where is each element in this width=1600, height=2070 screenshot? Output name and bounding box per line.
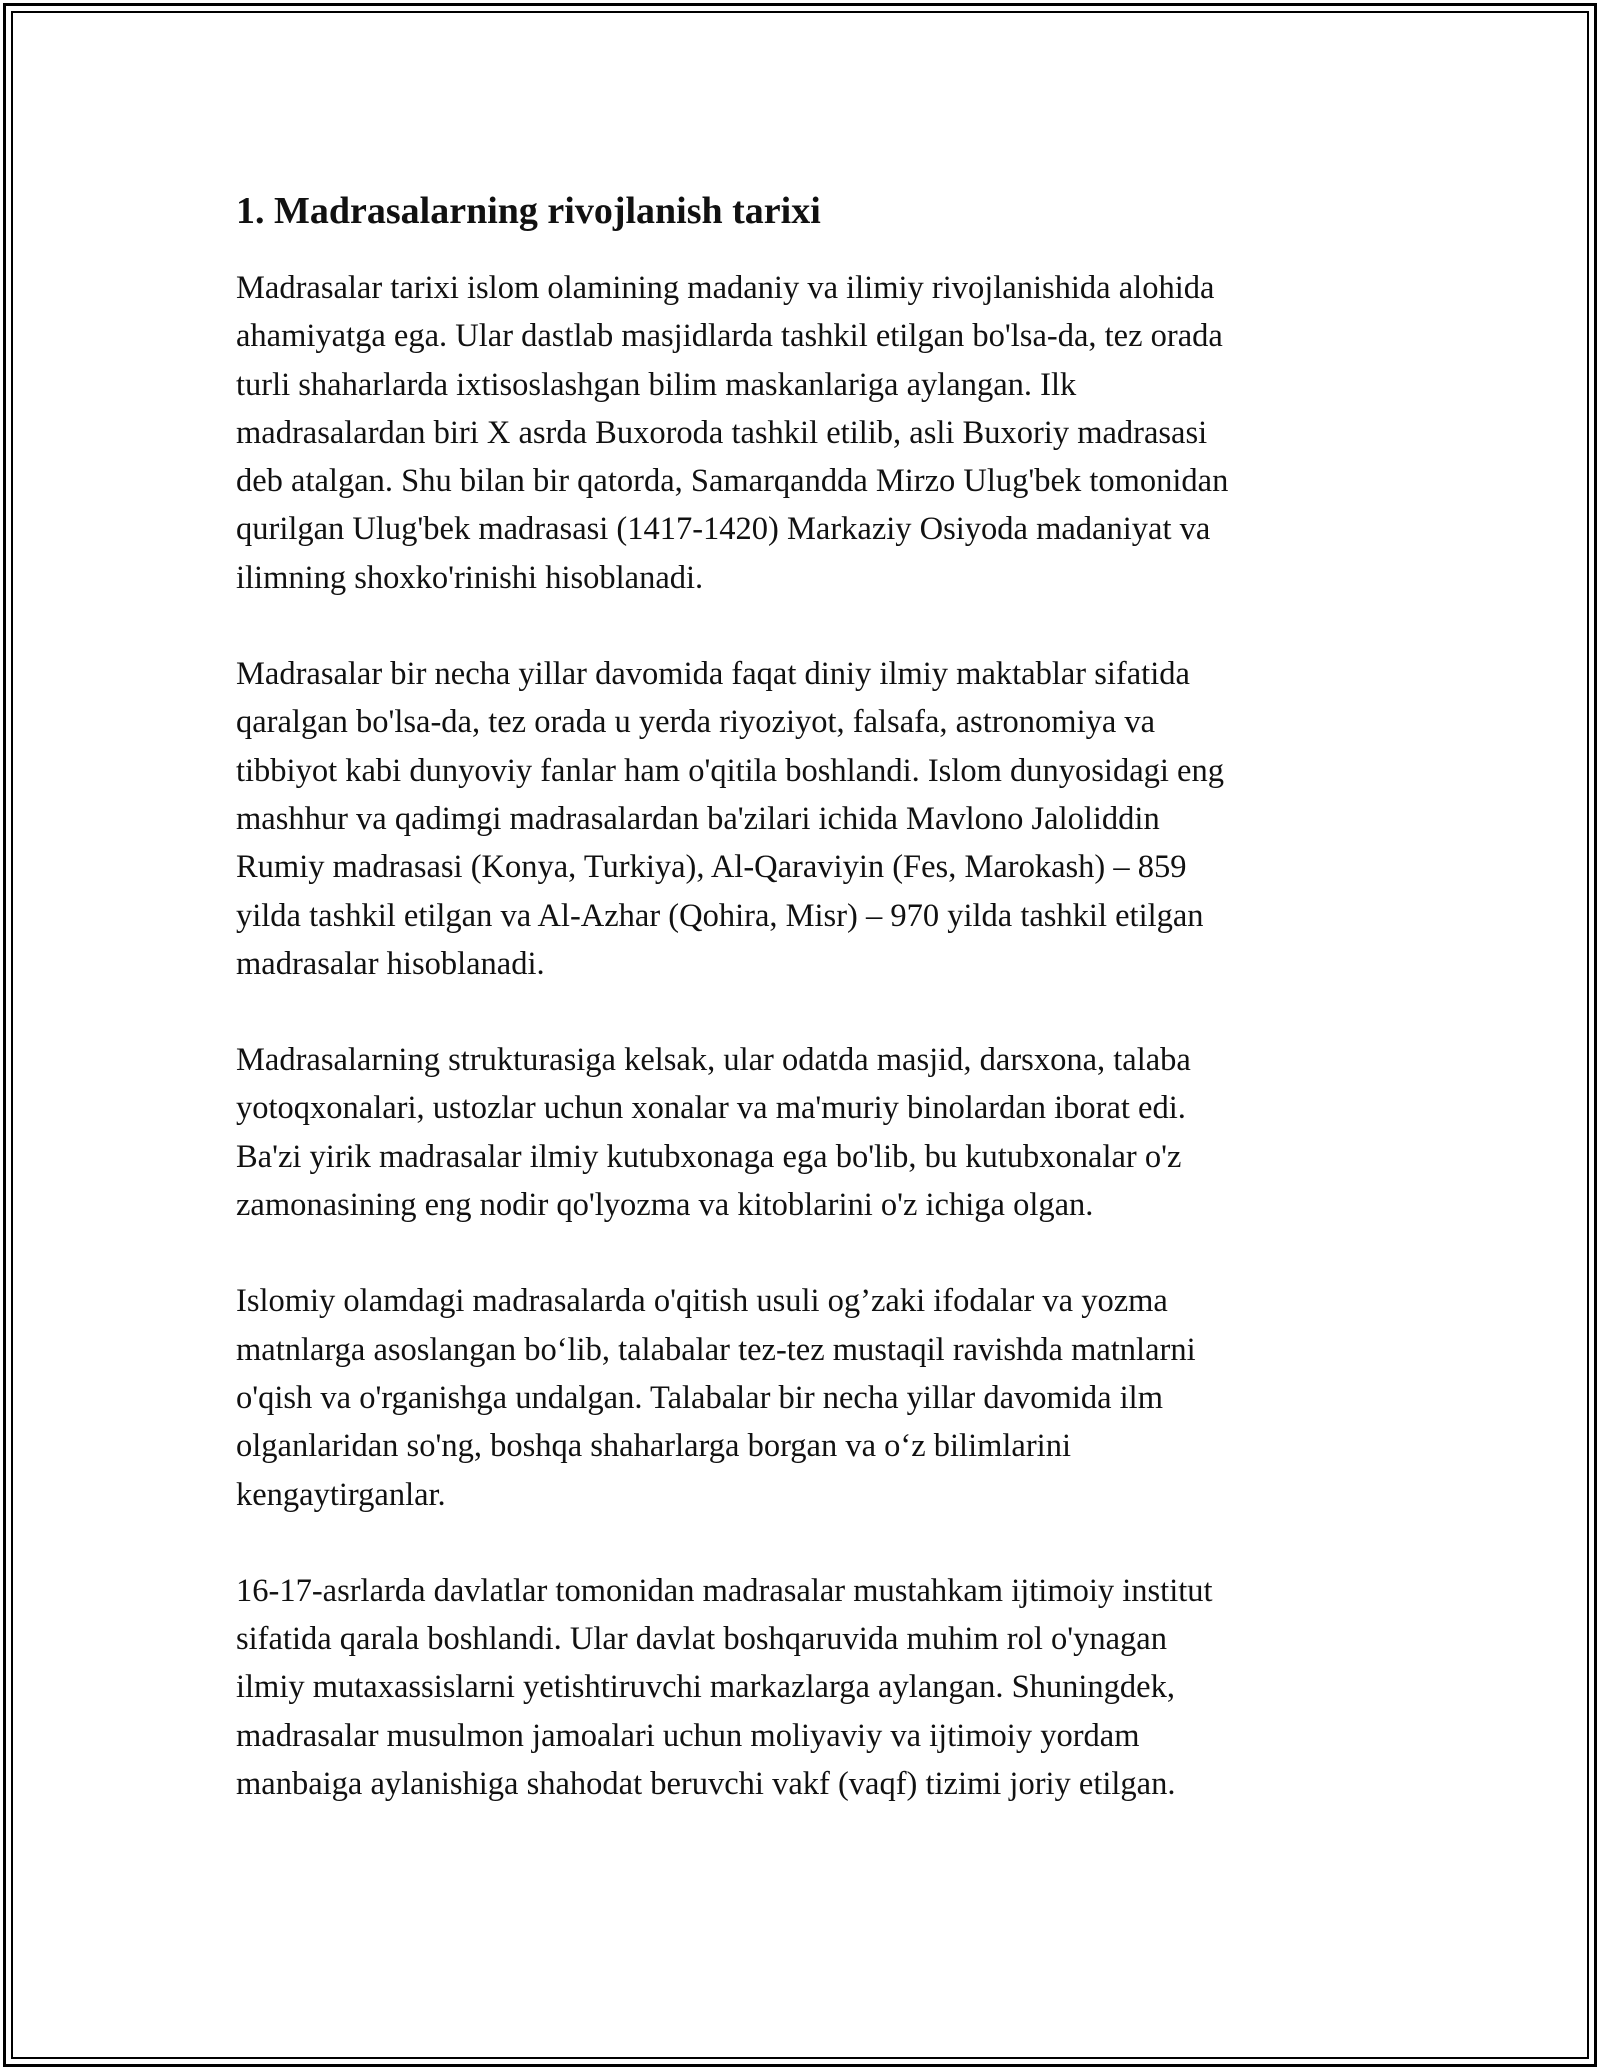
text-line: Madrasalarning strukturasiga kelsak, ular odatda masjid, darsxona, talaba [236,1042,1191,1079]
document-body [236,186,1376,1856]
text-line: deb atalgan. Shu bilan bir qatorda, Samarqandda Mirzo Ulug'bek tomonidan [236,463,1229,500]
paragraph-structure [236,1036,1376,1229]
paragraph-teaching-method [236,1277,1376,1518]
text-line: sifatida qarala boshlandi. Ular davlat boshqaruvida muhim rol o'ynagan [236,1621,1167,1658]
text-line: ahamiyatga ega. Ular dastlab masjidlarda tashkil etilgan bo'lsa-da, tez orada [236,318,1223,355]
text-line: ilimning shoxko'rinishi hisoblanadi. [236,559,704,596]
text-line: manbaiga aylanishiga shahodat beruvchi vakf (vaqf) tizimi joriy etilgan. [236,1766,1176,1803]
text-line: qaralgan bo'lsa-da, tez orada u yerda riyoziyot, falsafa, astronomiya va [236,704,1156,741]
text-line: Madrasalar tarixi islom olamining madaniy va ilimiy rivojlanishida alohida [236,270,1215,306]
text-line: qurilgan Ulug'bek madrasasi (1417-1420) Markaziy Osiyoda madaniyat va [236,511,1211,548]
text-line: olganlaridan so'ng, boshqa shaharlarga borgan va o‘z bilimlarini [236,1428,1071,1465]
text-line: Ba'zi yirik madrasalar ilmiy kutubxonaga ega bo'lib, bu kutubxonalar o'z [236,1138,1182,1175]
paragraph-history [236,264,1376,602]
text-line: mashhur va qadimgi madrasalardan ba'zilari ichida Mavlono Jaloliddin [236,800,1160,837]
text-line: madrasalar hisoblanadi. [236,945,545,982]
text-line: matnlarga asoslangan bo‘lib, talabalar tez-tez mustaqil ravishda matnlarni [236,1331,1196,1368]
paragraph-subjects [236,650,1376,988]
text-line: madrasalar musulmon jamoalari uchun moliyaviy va ijtimoiy yordam [236,1717,1140,1754]
text-line: yilda tashkil etilgan va Al-Azhar (Qohira, Misr) – 970 yilda tashkil etilgan [236,897,1204,934]
text-line: kengaytirganlar. [236,1476,446,1513]
text-line: ilmiy mutaxassislarni yetishtiruvchi markazlarga aylangan. Shuningdek, [236,1669,1175,1706]
text-line: Rumiy madrasasi (Konya, Turkiya), Al-Qaraviyin (Fes, Marokash) – 859 [236,849,1187,886]
text-line: turli shaharlarda ixtisoslashgan bilim maskanlariga aylangan. Ilk [236,366,1077,403]
paragraph-institution [236,1567,1376,1808]
text-line: o'qish va o'rganishga undalgan. Talabalar bir necha yillar davomida ilm [236,1379,1163,1416]
text-line: Islomiy olamdagi madrasalarda o'qitish usuli og’zaki ifodalar va yozma [236,1283,1168,1320]
text-line: madrasalardan biri X asrda Buxoroda tashkil etilib, asli Buxoriy madrasasi [236,414,1208,451]
section-heading: 1. Madrasalarning rivojlanish tarixi [236,190,821,232]
text-line: 16-17-asrlarda davlatlar tomonidan madrasalar mustahkam ijtimoiy institut [236,1572,1213,1609]
text-line: Madrasalar bir necha yillar davomida faqat diniy ilmiy maktablar sifatida [236,656,1190,693]
text-line: yotoqxonalari, ustozlar uchun xonalar va ma'muriy binolardan iborat edi. [236,1090,1186,1127]
text-line: zamonasining eng nodir qo'lyozma va kitoblarini o'z ichiga olgan. [236,1187,1094,1224]
text-line: tibbiyot kabi dunyoviy fanlar ham o'qitila boshlandi. Islom dunyosidagi eng [236,752,1224,789]
